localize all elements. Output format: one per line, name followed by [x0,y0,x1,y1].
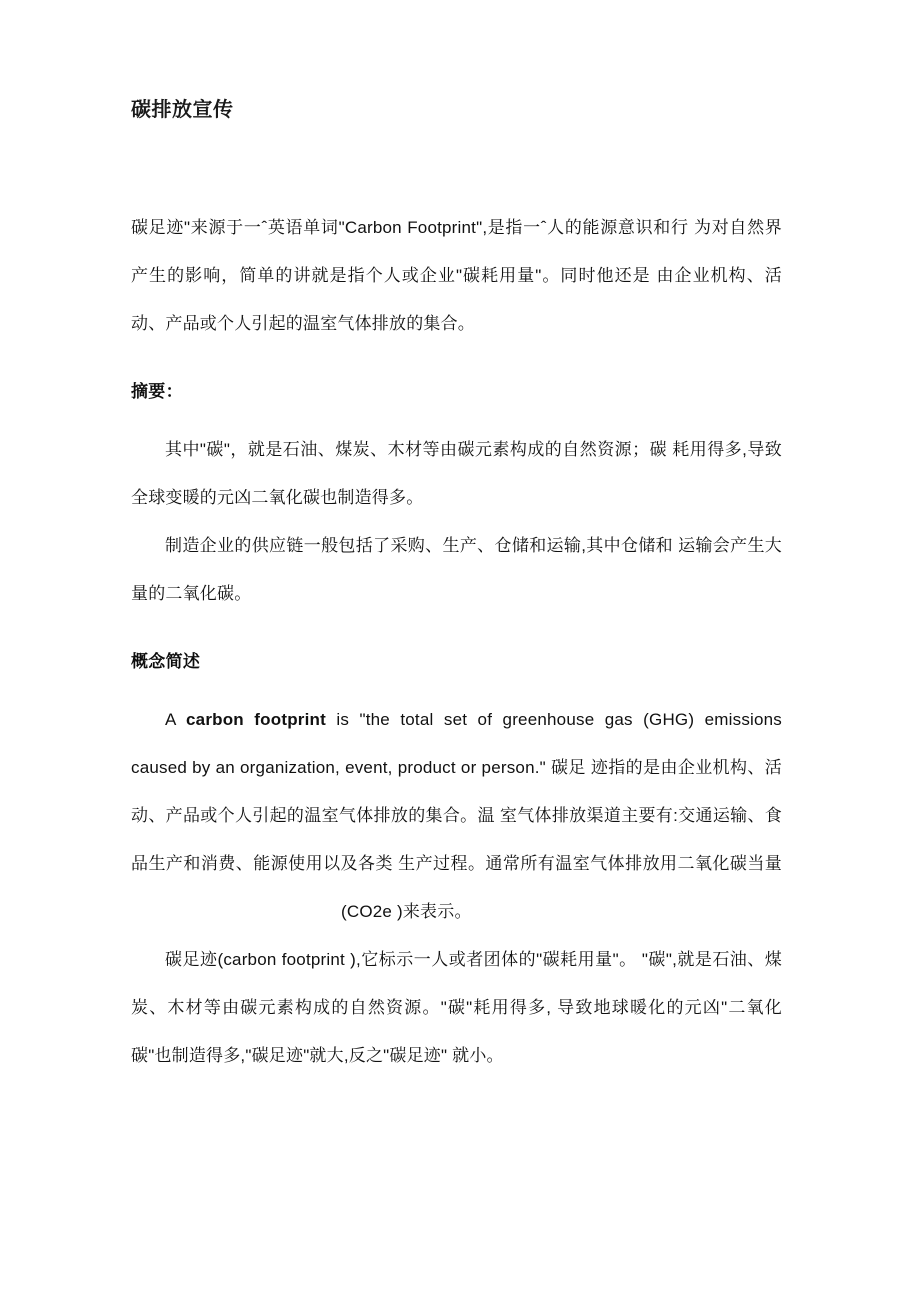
abstract-heading: 摘要： [131,382,183,401]
intro-spacer [131,348,782,372]
abstract-spacer [131,618,782,642]
intro-paragraph: 碳足迹"来源于一ˆ英语单词"Carbon Footprint",是指一ˆ人的能源意识和行 为对自然界产生的影响，简单的讲就是指个人或企业"碳耗用量"。同时他还是 由企业机构、活动、产品或个人引起的温室气体排放的集合。 [131,218,782,333]
co2e-unit-note: (CO2e )来表示。 [341,902,472,921]
abstract-paragraph-1: 其中"碳"，就是石油、煤炭、木材等由碳元素构成的自然资源；碳 耗用得多,导致全球变暖的元凶二氧化碳也制造得多。 [131,440,782,507]
abstract-heading-spacer [131,412,782,426]
carbon-footprint-term: carbon footprint [186,710,326,729]
document-body [131,0,782,1080]
page-title: 碳排放宣传 [131,99,234,121]
concept-paragraph-2: 碳足迹(carbon footprint ),它标示一人或者团体的"碳耗用量"。 "碳",就是石油、煤炭、木材等由碳元素构成的自然资源。"碳"耗用得多, 导致地球暖化的元凶"二氧化碳"也制造得多,"碳足迹"就大,反之"碳足迹" 就小。 [131,950,782,1065]
title-spacer [131,122,782,204]
concept-body-text: is "the total set of greenhouse gas (GHG) emissions caused by an organization, event, product or person." 碳足 迹指的是由企业机构、活动、产品或个人引起的温室气体排放的集合。温 室气体排放渠道主要有:交通运输、食品生产和消费、能源使用以及各类 生产过程。通常所有温室气体排放用二氧化碳当量 [131,710,782,873]
concept-paragraph-1 [131,696,782,936]
concept-heading-spacer [131,682,782,696]
concept-lead-text: A [165,710,187,729]
concept-heading: 概念简述 [131,652,201,671]
abstract-paragraph-2: 制造企业的供应链一般包括了采购、生产、仓储和运输,其中仓储和 运输会产生大量的二氧化碳。 [131,536,782,603]
